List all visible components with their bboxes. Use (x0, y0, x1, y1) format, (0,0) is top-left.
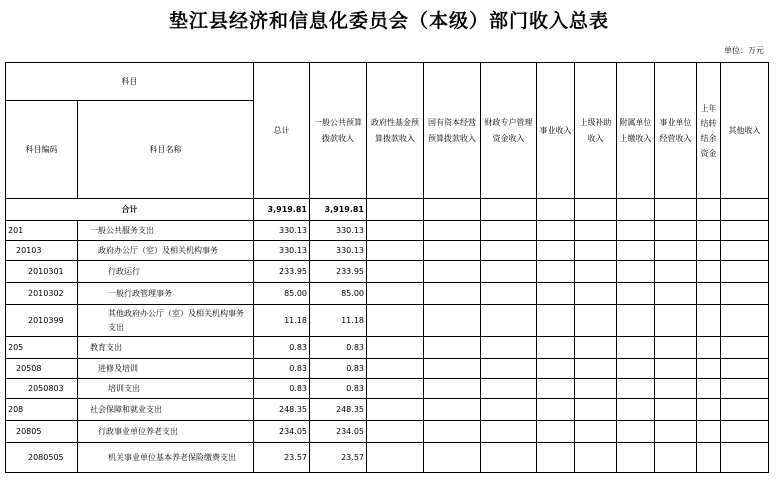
row-total: 248.35 (254, 399, 310, 421)
row-name: 培训支出 (78, 379, 254, 399)
table-row (6, 379, 769, 399)
row-total: 233.95 (254, 261, 310, 283)
row-name: 机关事业单位基本养老保险缴费支出 (78, 443, 254, 473)
row-total: 11.18 (254, 305, 310, 337)
row-code: 2010302 (6, 283, 78, 305)
row-name: 一般行政管理事务 (78, 283, 254, 305)
row-total: 330.13 (254, 241, 310, 261)
header-state-capital: 国有资本经营预算拨款收入 (424, 63, 481, 199)
row-code: 2080505 (6, 443, 78, 473)
row-code: 20508 (6, 359, 78, 379)
table-row (6, 443, 769, 473)
header-gov-fund: 政府性基金预算拨款收入 (367, 63, 424, 199)
header-last-year-balance: 上年结转结余资金 (697, 63, 721, 199)
total-label: 合计 (6, 199, 254, 221)
header-business-operation: 事业单位经营收入 (655, 63, 697, 199)
row-general: 233.95 (310, 261, 367, 283)
income-table (5, 62, 769, 473)
row-name: 行政事业单位养老支出 (78, 421, 254, 443)
row-total: 23.57 (254, 443, 310, 473)
header-name: 科目名称 (78, 101, 254, 199)
row-total: 330.13 (254, 221, 310, 241)
header-fiscal-special: 财政专户管理资金收入 (481, 63, 537, 199)
table-row (6, 261, 769, 283)
row-code: 20805 (6, 421, 78, 443)
table-row (6, 399, 769, 421)
row-general: 330.13 (310, 221, 367, 241)
row-total: 85.00 (254, 283, 310, 305)
row-general: 85.00 (310, 283, 367, 305)
row-general: 248.35 (310, 399, 367, 421)
row-total: 0.83 (254, 359, 310, 379)
row-name: 教育支出 (78, 337, 254, 359)
row-general: 0.83 (310, 379, 367, 399)
unit-label: 单位：万元 (724, 46, 764, 55)
row-code: 205 (6, 337, 78, 359)
header-other: 其他收入 (721, 63, 769, 199)
row-general: 0.83 (310, 337, 367, 359)
row-code: 2010399 (6, 305, 78, 337)
table-row (6, 221, 769, 241)
row-code: 20103 (6, 241, 78, 261)
page-title: 垫江县经济和信息化委员会（本级）部门收入总表 (168, 10, 609, 32)
row-code: 2050803 (6, 379, 78, 399)
row-total: 0.83 (254, 379, 310, 399)
table-row (6, 241, 769, 261)
header-affiliated-payment: 附属单位上缴收入 (617, 63, 655, 199)
row-name: 一般公共服务支出 (78, 221, 254, 241)
header-superior-subsidy: 上级补助收入 (575, 63, 617, 199)
row-general: 0.83 (310, 359, 367, 379)
table-row (6, 421, 769, 443)
row-code: 2010301 (6, 261, 78, 283)
row-code: 201 (6, 221, 78, 241)
row-total: 234.05 (254, 421, 310, 443)
header-code: 科目编码 (6, 101, 78, 199)
row-name: 政府办公厅（室）及相关机构事务 (78, 241, 254, 261)
header-general-budget: 一般公共预算拨款收入 (310, 63, 367, 199)
table-row (6, 337, 769, 359)
table-row (6, 305, 769, 337)
table-row (6, 283, 769, 305)
row-general: 330.13 (310, 241, 367, 261)
row-general: 23.57 (310, 443, 367, 473)
total-general: 3,919.81 (310, 199, 367, 221)
row-name: 其他政府办公厅（室）及相关机构事务支出 (78, 305, 254, 337)
row-general: 234.05 (310, 421, 367, 443)
table-row (6, 359, 769, 379)
row-name: 进修及培训 (78, 359, 254, 379)
header-total: 总计 (254, 63, 310, 199)
header-business: 事业收入 (537, 63, 575, 199)
total-total: 3,919.81 (254, 199, 310, 221)
header-subject: 科目 (6, 63, 254, 101)
row-code: 208 (6, 399, 78, 421)
row-name: 行政运行 (78, 261, 254, 283)
row-name: 社会保障和就业支出 (78, 399, 254, 421)
row-general: 11.18 (310, 305, 367, 337)
row-total: 0.83 (254, 337, 310, 359)
